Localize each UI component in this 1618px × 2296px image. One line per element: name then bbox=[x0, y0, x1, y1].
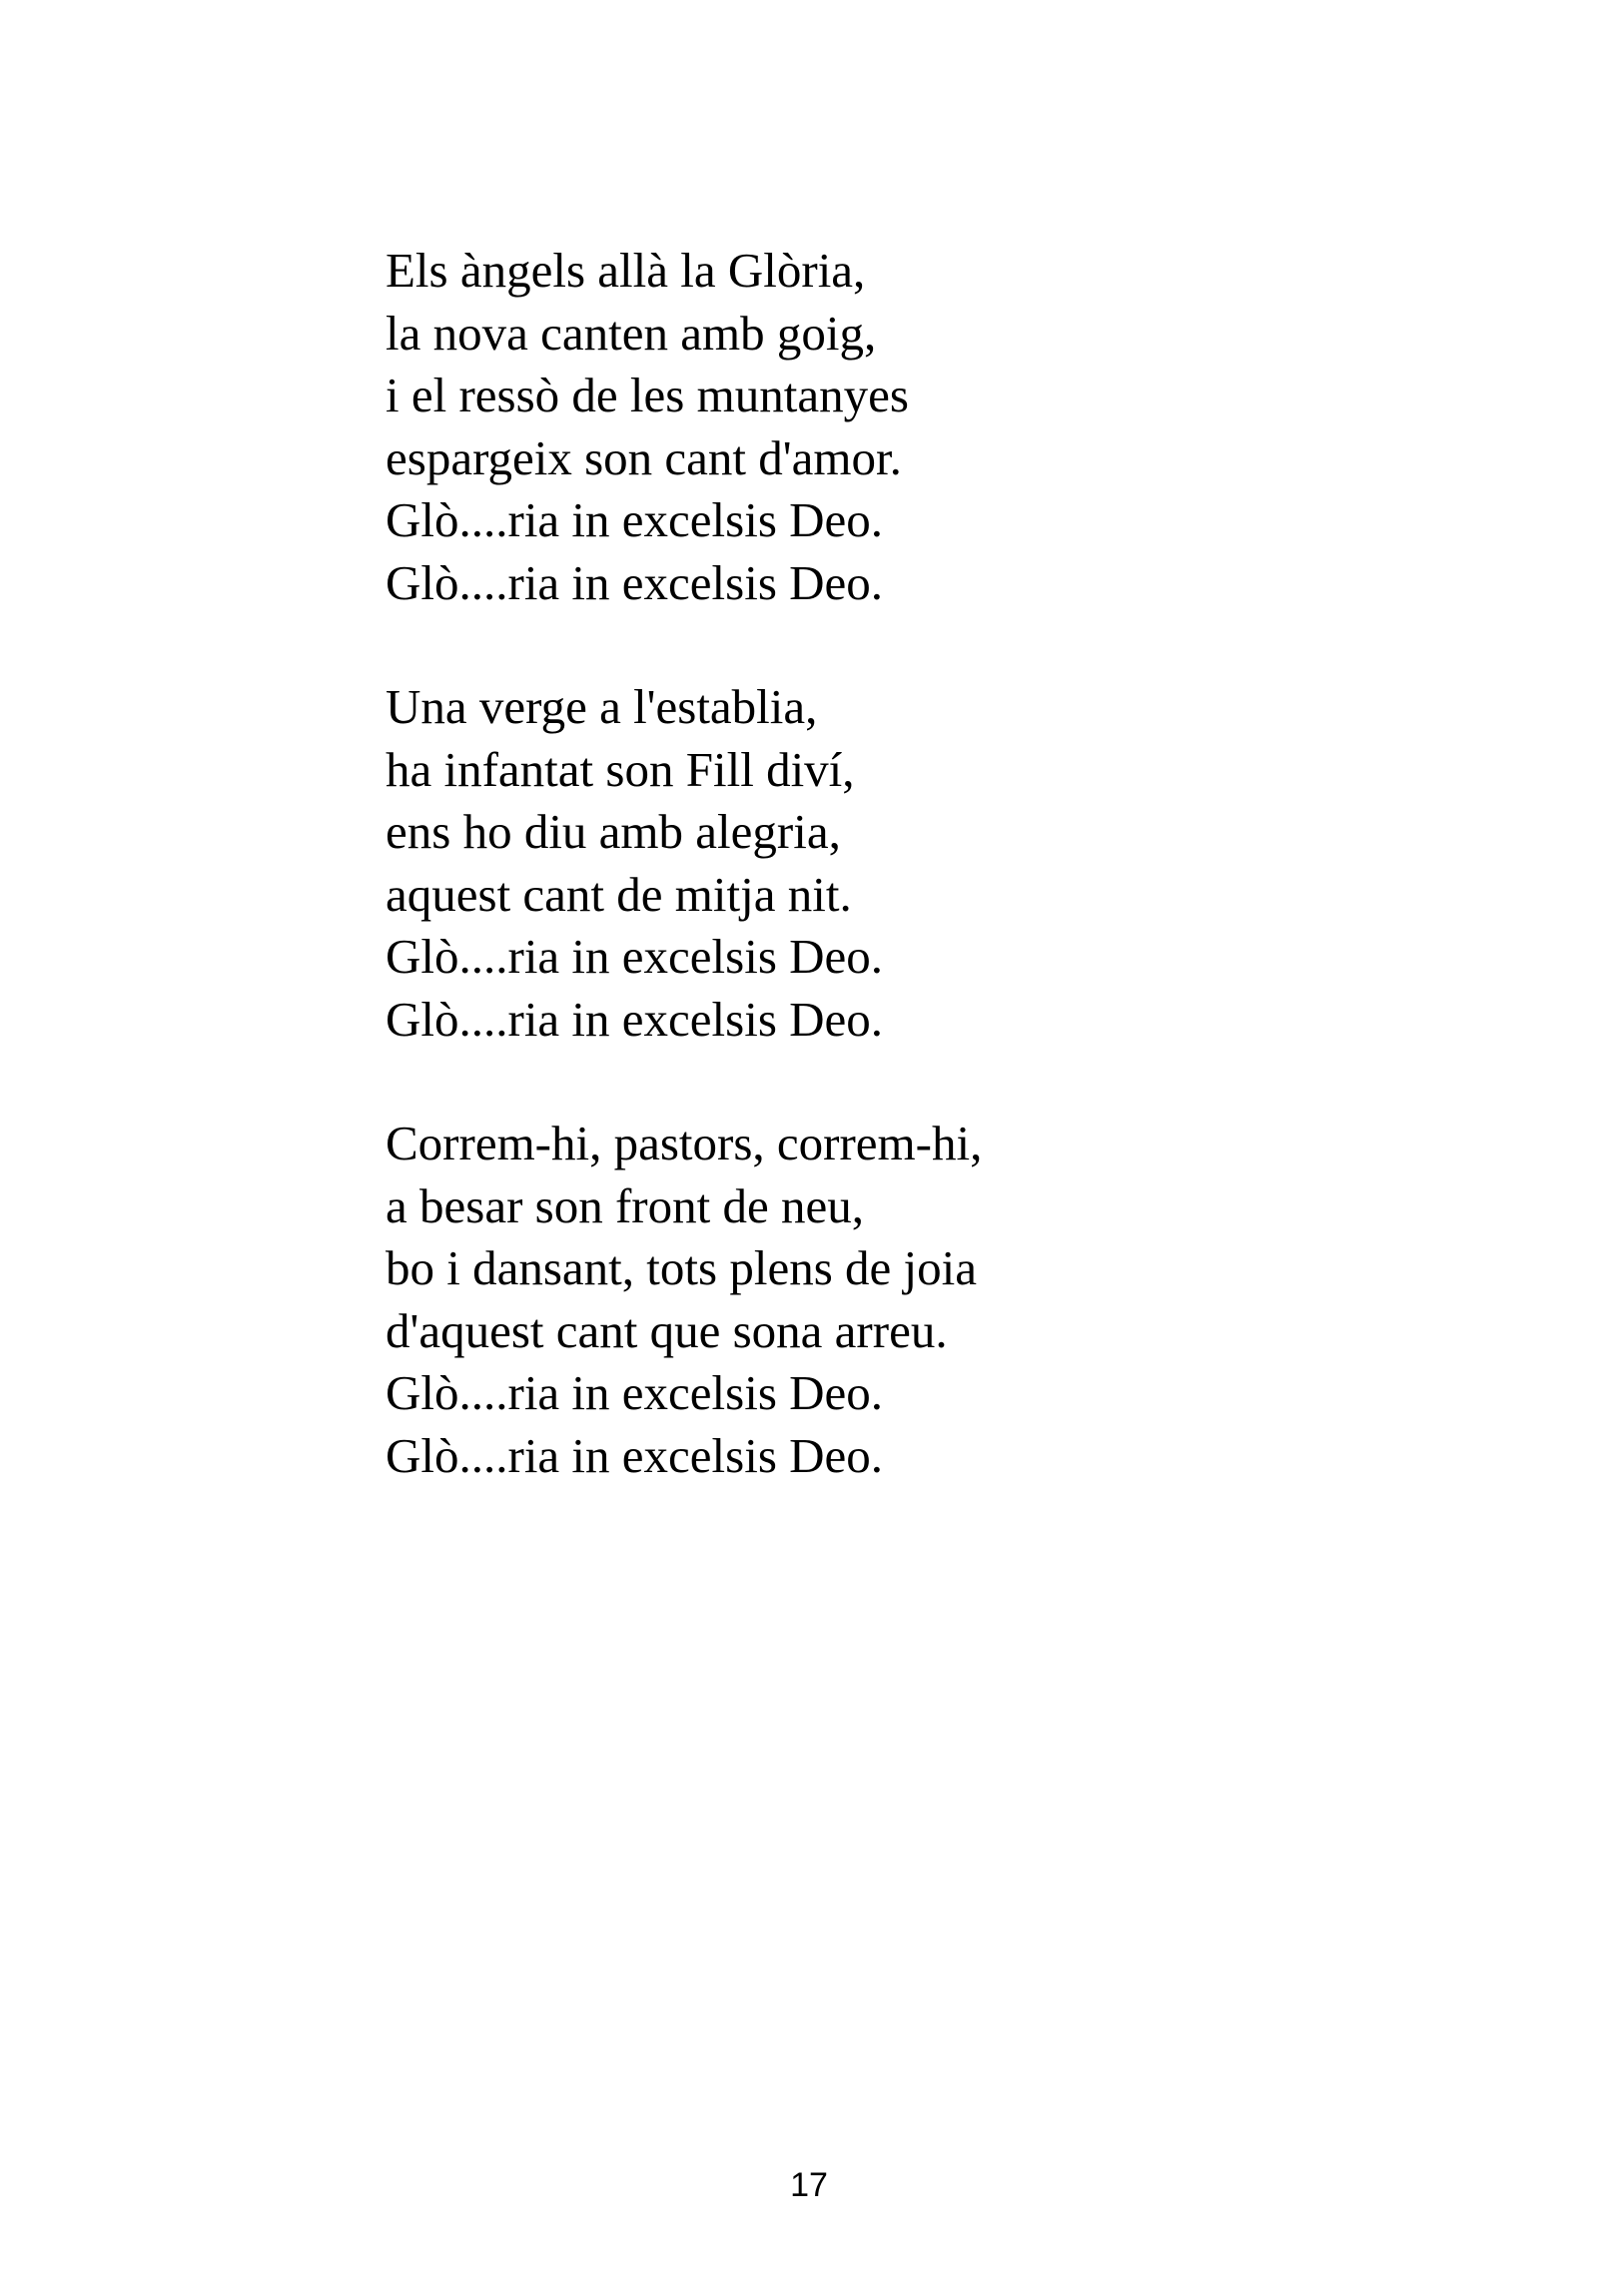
poem-line: i el ressò de les muntanyes bbox=[386, 368, 909, 422]
poem-line: bo i dansant, tots plens de joia bbox=[386, 1240, 977, 1295]
stanza-3 bbox=[386, 1113, 1384, 1487]
poem-line: d'aquest cant que sona arreu. bbox=[386, 1302, 948, 1358]
poem-line: ha infantat son Fill diví, bbox=[386, 741, 855, 797]
refrain-line: Glò....ria in excelsis Deo. bbox=[386, 1365, 884, 1420]
poem-line: Els àngels allà la Glòria, bbox=[386, 243, 866, 298]
poem-line: aquest cant de mitja nit. bbox=[386, 866, 852, 922]
page-number: 17 bbox=[790, 2166, 828, 2204]
poem-line: ens ho diu amb alegria, bbox=[386, 804, 841, 859]
refrain-line: Glò....ria in excelsis Deo. bbox=[386, 991, 884, 1047]
stanza-2 bbox=[386, 676, 1384, 1051]
refrain-line: Glò....ria in excelsis Deo. bbox=[386, 1427, 884, 1483]
poem-line: Correm-hi, pastors, correm-hi, bbox=[386, 1116, 983, 1170]
poem-text bbox=[386, 240, 1384, 1487]
stanza-1 bbox=[386, 240, 1384, 614]
poem-line: Una verge a l'establia, bbox=[386, 679, 818, 734]
refrain-line: Glò....ria in excelsis Deo. bbox=[386, 554, 884, 610]
poem-line: a besar son front de neu, bbox=[386, 1177, 864, 1233]
refrain-line: Glò....ria in excelsis Deo. bbox=[386, 492, 884, 547]
poem-line: la nova canten amb goig, bbox=[386, 305, 877, 361]
refrain-line: Glò....ria in excelsis Deo. bbox=[386, 929, 884, 984]
poem-line: espargeix son cant d'amor. bbox=[386, 429, 902, 485]
